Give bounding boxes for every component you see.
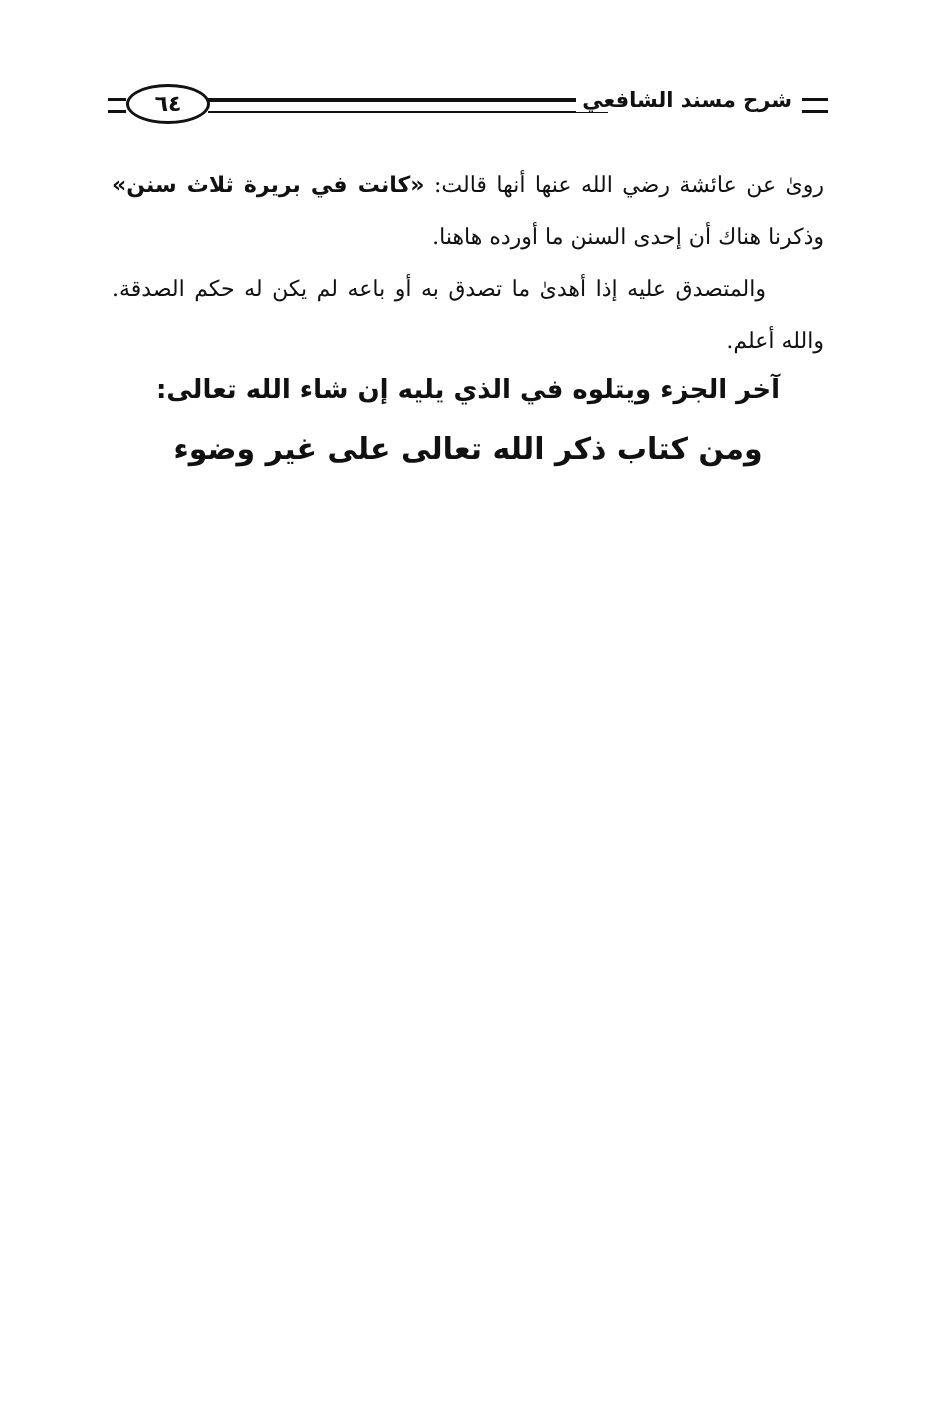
closing-note — [112, 362, 824, 482]
header-left-ornament — [108, 98, 126, 113]
header-rule — [208, 98, 608, 113]
page-number-badge — [126, 84, 210, 124]
body-text — [112, 160, 824, 368]
hadith-quote: «كانت في بريرة ثلاث سنن» — [112, 173, 425, 198]
page-header — [108, 80, 828, 136]
paragraph-1-intro: رویٰ عن عائشة رضي الله عنها أنها قالت: — [424, 173, 824, 198]
paragraph-1-rest: وذكرنا هناك أن إحدى السنن ما أورده هاهنا. — [432, 225, 824, 250]
paragraph-1 — [112, 160, 824, 264]
closing-line-2: ومن كتاب ذكر الله تعالى على غير وضوء — [173, 432, 763, 467]
header-right-ornament — [802, 98, 828, 113]
page-number: ٦٤ — [154, 91, 182, 117]
running-title: شرح مسند الشافعي — [576, 88, 798, 112]
paragraph-2: والمتصدق عليه إذا أهدیٰ ما تصدق به أو باعه لم يكن له حكم الصدقة. والله أعلم. — [112, 277, 824, 354]
closing-line-1: آخر الجزء ويتلوه في الذي يليه إن شاء الله تعالى: — [155, 375, 781, 405]
